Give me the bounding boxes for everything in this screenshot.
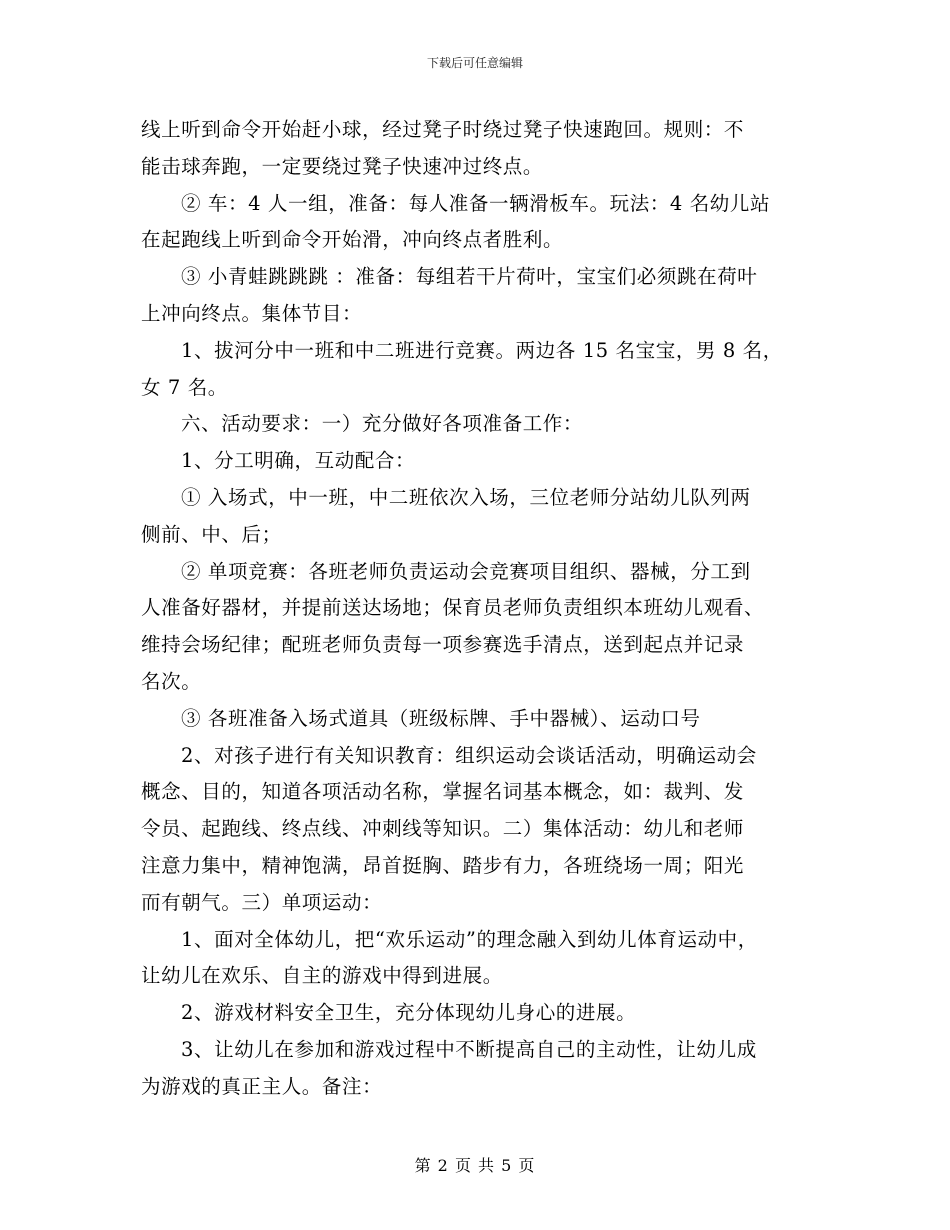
page-header: 下载后可任意编辑: [426, 56, 523, 70]
text-line: ③ 各班准备入场式道具（班级标牌、手中器械）、运动口号: [181, 706, 701, 730]
text-line: 让幼儿在欢乐、自主的游戏中得到进展。: [141, 964, 503, 988]
text-line: 概念、目的，知道各项活动名称，掌握名词基本概念，如：裁判、发: [141, 780, 745, 804]
text-line: 2、游戏材料安全卫生，充分体现幼儿身心的进展。: [181, 1001, 637, 1025]
text-line: 3、让幼儿在参加和游戏过程中不断提高自己的主动性，让幼儿成: [181, 1037, 757, 1061]
text-line: 注意力集中，精神饱满，昂首挺胸、踏步有力，各班绕场一周；阳光: [141, 853, 745, 877]
text-line: 2、对孩子进行有关知识教育：组织运动会谈话活动，明确运动会: [181, 743, 757, 767]
text-line: 女 7 名。: [141, 375, 228, 399]
text-line: 1、分工明确，互动配合：: [181, 449, 416, 473]
text-line: ③ 小青蛙跳跳跳 ：准备：每组若干片荷叶，宝宝们必须跳在荷叶: [181, 265, 758, 289]
text-line: ② 单项竞赛：各班老师负责运动会竞赛项目组织、器械，分工到: [181, 559, 751, 583]
text-line: ① 入场式，中一班，中二班依次入场，三位老师分站幼儿队列两: [181, 485, 751, 509]
text-line: 名次。: [141, 669, 202, 693]
text-line: 1、拔河分中一班和中二班进行竞赛。两边各 15 名宝宝，男 8 名，: [181, 338, 783, 362]
text-line: 六、活动要求：一）充分做好各项准备工作：: [181, 412, 584, 436]
text-line: ② 车：4 人一组，准备：每人准备一辆滑板车。玩法：4 名幼儿站: [181, 191, 771, 215]
text-line: 线上听到命令开始赶小球，经过凳子时绕过凳子快速跑回。规则：不: [141, 118, 745, 141]
text-line: 能击球奔跑，一定要绕过凳子快速冲过终点。: [141, 154, 544, 178]
document-body: [141, 112, 821, 1106]
text-line: 人准备好器材，并提前送达场地；保育员老师负责组织本班幼儿观看、: [141, 596, 765, 620]
text-line: 而有朝气。三）单项运动：: [141, 890, 383, 914]
text-line: 为游戏的真正主人。备注：: [141, 1074, 383, 1098]
text-line: 令员、起跑线、终点线、冲刺线等知识。二）集体活动：幼儿和老师: [141, 817, 745, 841]
text-line: 侧前、中、后；: [141, 522, 282, 546]
text-line: 在起跑线上听到命令开始滑，冲向终点者胜利。: [141, 228, 564, 252]
text-line: 1、面对全体幼儿，把“欢乐运动”的理念融入到幼儿体育运动中，: [181, 927, 758, 951]
text-line: 维持会场纪律；配班老师负责每一项参赛选手清点，送到起点并记录: [141, 633, 745, 657]
text-line: 上冲向终点。集体节目：: [141, 301, 363, 325]
body-text: [141, 112, 821, 1106]
page-footer: 第 2 页 共 5 页: [414, 1156, 536, 1175]
